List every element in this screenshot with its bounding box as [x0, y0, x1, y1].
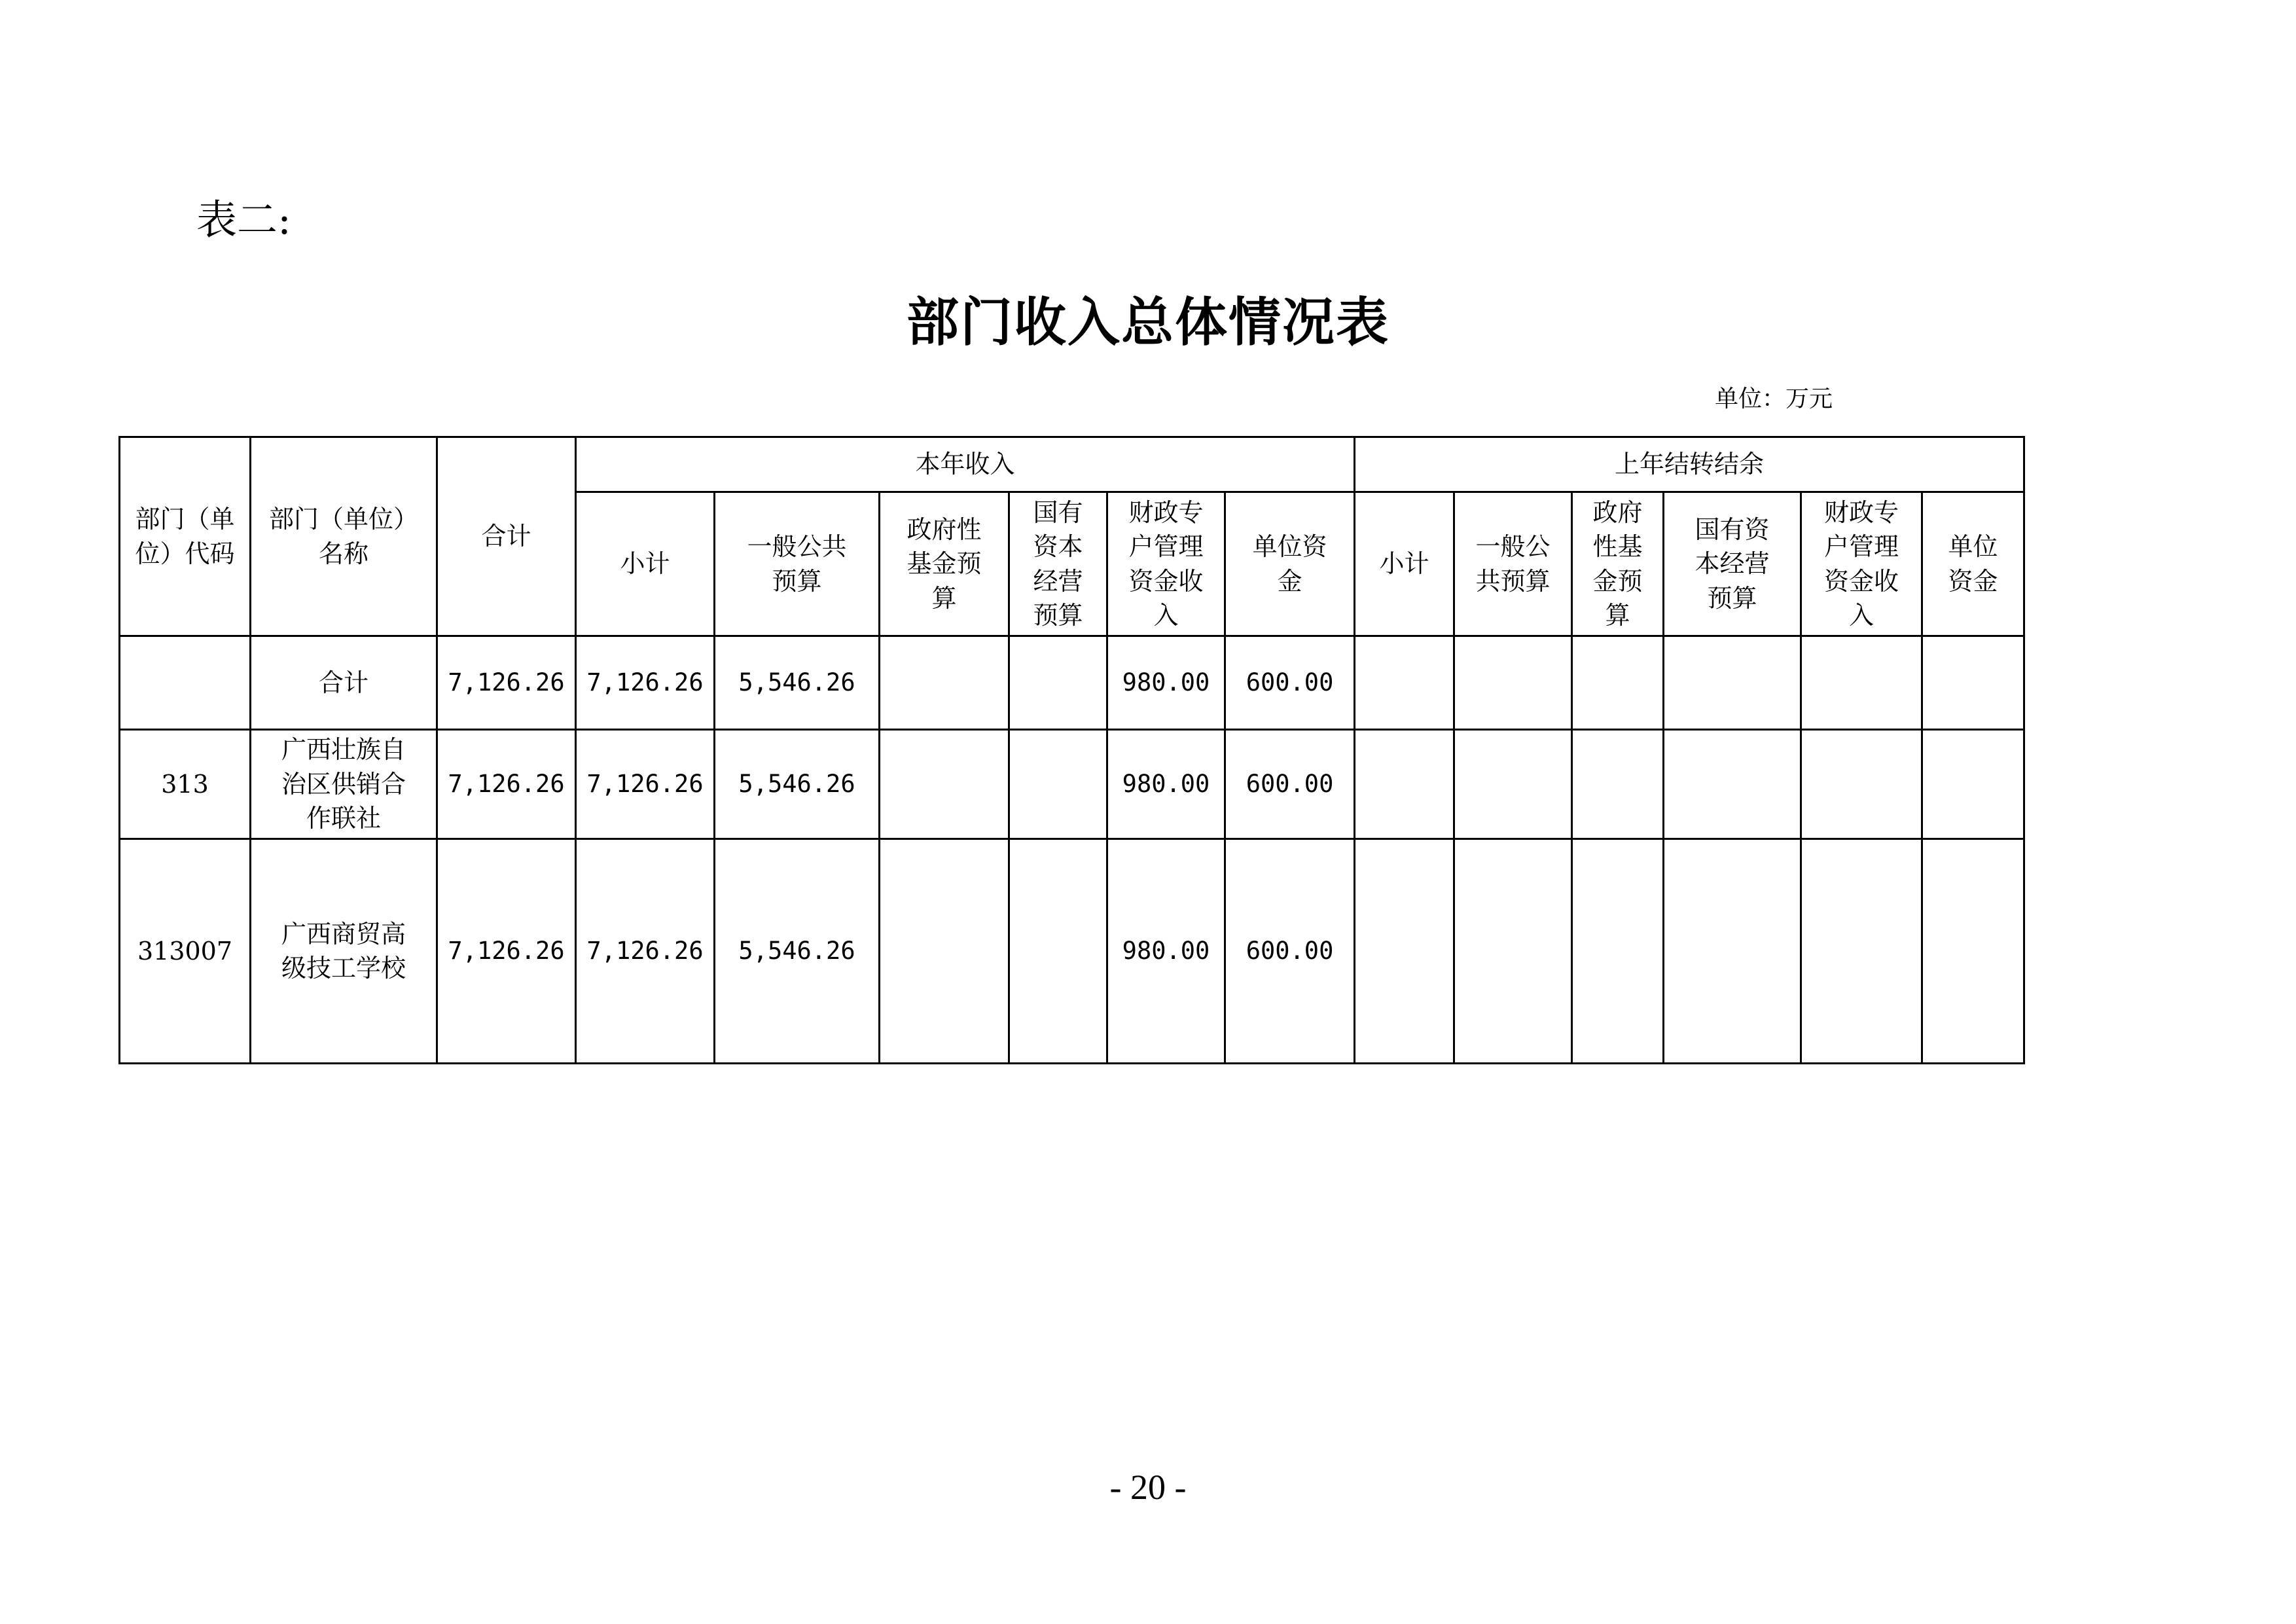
cell-py-state-capital-budget [1664, 636, 1801, 730]
header-py-general-public-budget: 一般公 共预算 [1454, 492, 1572, 636]
cell-py-state-capital-budget [1664, 839, 1801, 1064]
header-py-fiscal-special-account-income: 财政专 户管理 资金收 入 [1801, 492, 1922, 636]
cell-py-government-fund-budget [1572, 636, 1664, 730]
page-number: - 20 - [1109, 1468, 1187, 1507]
cell-py-unit-funds [1922, 730, 2024, 839]
cell-py-general-public-budget [1454, 730, 1572, 839]
cell-py-fiscal-special-account-income [1801, 636, 1922, 730]
cell-py-subtotal [1355, 730, 1454, 839]
header-cy-unit-funds: 单位资 金 [1225, 492, 1355, 636]
header-name: 部门（单位） 名称 [251, 437, 437, 636]
cell-cy-unit-funds: 600.00 [1225, 730, 1355, 839]
cell-cy-unit-funds: 600.00 [1225, 839, 1355, 1064]
cell-py-fiscal-special-account-income [1801, 839, 1922, 1064]
cell-cy-fiscal-special-account-income: 980.00 [1107, 636, 1225, 730]
cell-name: 广西壮族自 治区供销合 作联社 [251, 730, 437, 839]
header-py-state-capital-budget: 国有资 本经营 预算 [1664, 492, 1801, 636]
header-cy-fiscal-special-account-income: 财政专 户管理 资金收 入 [1107, 492, 1225, 636]
cell-name: 合计 [251, 636, 437, 730]
cell-py-unit-funds [1922, 839, 2024, 1064]
cell-total: 7,126.26 [437, 730, 576, 839]
cell-total: 7,126.26 [437, 839, 576, 1064]
header-py-government-fund-budget: 政府 性基 金预 算 [1572, 492, 1664, 636]
cell-total: 7,126.26 [437, 636, 576, 730]
cell-py-state-capital-budget [1664, 730, 1801, 839]
unit-note: 单位：万元 [1715, 386, 1833, 412]
cell-py-general-public-budget [1454, 839, 1572, 1064]
cell-cy-general-public-budget: 5,546.26 [715, 636, 880, 730]
table-row [120, 839, 2024, 1064]
header-cy-government-fund-budget: 政府性 基金预 算 [880, 492, 1009, 636]
cell-code: 313007 [120, 839, 251, 1064]
cell-cy-government-fund-budget [880, 730, 1009, 839]
cell-cy-state-capital-budget [1009, 839, 1107, 1064]
cell-py-government-fund-budget [1572, 839, 1664, 1064]
header-py-subtotal: 小计 [1355, 492, 1454, 636]
header-cy-state-capital-budget: 国有 资本 经营 预算 [1009, 492, 1107, 636]
cell-py-subtotal [1355, 839, 1454, 1064]
cell-py-unit-funds [1922, 636, 2024, 730]
income-table [118, 436, 2025, 1064]
cell-name: 广西商贸高 级技工学校 [251, 839, 437, 1064]
group-header-row [120, 437, 2024, 492]
cell-cy-subtotal: 7,126.26 [576, 839, 715, 1064]
cell-cy-general-public-budget: 5,546.26 [715, 839, 880, 1064]
cell-cy-fiscal-special-account-income: 980.00 [1107, 730, 1225, 839]
cell-cy-general-public-budget: 5,546.26 [715, 730, 880, 839]
cell-py-subtotal [1355, 636, 1454, 730]
cell-cy-government-fund-budget [880, 839, 1009, 1064]
cell-cy-subtotal: 7,126.26 [576, 730, 715, 839]
header-total: 合计 [437, 437, 576, 636]
header-code: 部门（单 位）代码 [120, 437, 251, 636]
document-title: 部门收入总体情况表 [906, 291, 1390, 353]
header-prior-year-carryover: 上年结转结余 [1355, 437, 2024, 492]
cell-cy-government-fund-budget [880, 636, 1009, 730]
header-cy-subtotal: 小计 [576, 492, 715, 636]
cell-code: 313 [120, 730, 251, 839]
cell-cy-state-capital-budget [1009, 636, 1107, 730]
table-label: 表二: [196, 196, 291, 244]
header-current-year-income: 本年收入 [576, 437, 1355, 492]
cell-cy-unit-funds: 600.00 [1225, 636, 1355, 730]
table-row [120, 730, 2024, 839]
cell-code [120, 636, 251, 730]
cell-py-fiscal-special-account-income [1801, 730, 1922, 839]
header-cy-general-public-budget: 一般公共 预算 [715, 492, 880, 636]
cell-cy-subtotal: 7,126.26 [576, 636, 715, 730]
table-row [120, 636, 2024, 730]
cell-py-general-public-budget [1454, 636, 1572, 730]
cell-py-government-fund-budget [1572, 730, 1664, 839]
cell-cy-state-capital-budget [1009, 730, 1107, 839]
cell-cy-fiscal-special-account-income: 980.00 [1107, 839, 1225, 1064]
header-py-unit-funds: 单位 资金 [1922, 492, 2024, 636]
